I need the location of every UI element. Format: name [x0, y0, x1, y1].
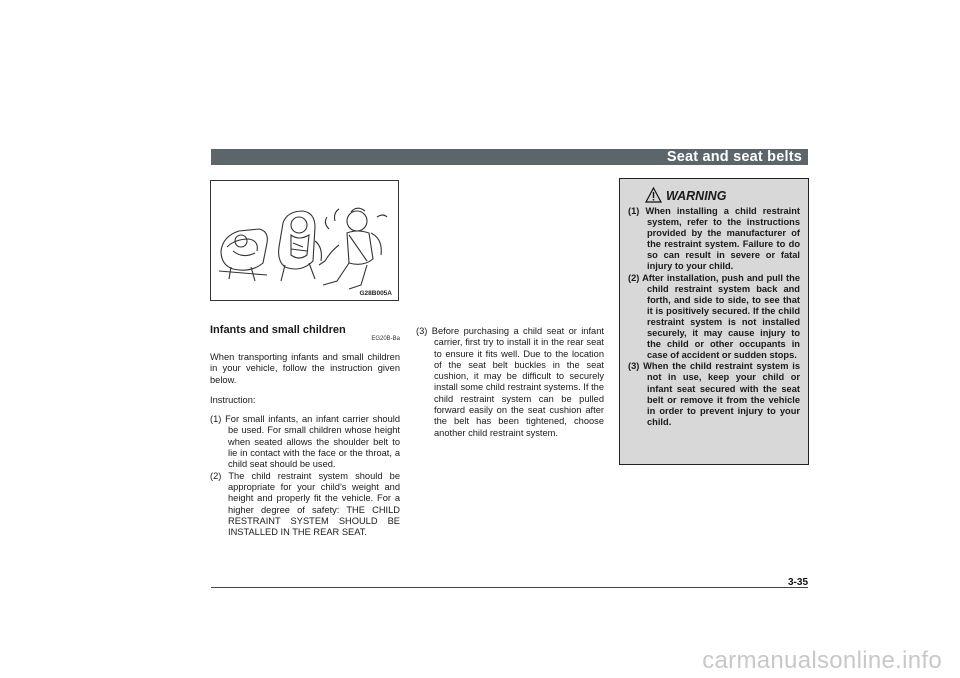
- instruction-list-continued: [416, 326, 604, 439]
- warning-header: [646, 187, 800, 206]
- header-bar: [211, 149, 808, 165]
- instruction-item-3: (3) Before purchasing a child seat or infant carrier, first try to install it in the rear seat to ensure it fits well. Due to the location of the seat belt buckles in the seat cushion, it may be difficult to securely install some child restraint systems. If the child restraint system can be pulled forward easily on the seat cushion after the belt has been tightened, choose another child restraint system.: [416, 326, 604, 438]
- watermark: carmanualsonline.info: [702, 647, 942, 674]
- warning-box: [619, 178, 809, 465]
- warning-item-2: (2) After installation, push and pull the child restraint system back and forth, and side to side, to see that it is positively secured. If the child restraint system is not installed securely, it may cause injury to the child or other occupants in case of accident or sudden stops.: [628, 272, 800, 361]
- section-title: Infants and small children: [210, 324, 346, 336]
- warning-item-1: (1) When installing a child restraint system, refer to the instructions provided by the manufacturer of the restraint system. Failure to do so can result in severe or fatal injury to your child.: [628, 206, 800, 272]
- instruction-item-1: (1) For small infants, an infant carrier should be used. For small children whose height when seated allows the shoulder belt to lie in contact with the face or the throat, a child seat should be used.: [210, 414, 400, 470]
- warning-item-3: (3) When the child restraint system is not in use, keep your child or infant seat secured with the seat belt or remove it from the vehicle in order to prevent injury to your child.: [628, 361, 800, 427]
- child-seats-drawing: [211, 181, 398, 300]
- child-seats-illustration: [210, 180, 399, 301]
- intro-paragraph: When transporting infants and small children in your vehicle, follow the instruction given below.: [210, 352, 400, 385]
- warning-title: WARNING: [666, 189, 727, 203]
- middle-column: [416, 326, 604, 439]
- instruction-label: Instruction:: [210, 394, 256, 405]
- instruction-list: [210, 414, 400, 538]
- warning-triangle-icon: [645, 187, 662, 208]
- instruction-item-2: (2) The child restraint system should be appropriate for your child’s weight and height and properly fit the vehicle. For a higher degree of safety: THE CHILD RESTRAINT SYSTEM SHOULD BE INSTALLED IN THE REAR SEAT.: [210, 470, 400, 538]
- figure-code: G28B005A: [359, 290, 392, 297]
- footer-rule: [211, 587, 808, 588]
- warning-list: [628, 206, 800, 428]
- section-header-title: Seat and seat belts: [666, 149, 802, 165]
- section-code: EG20B-Ba: [371, 336, 400, 342]
- page-number: 3-35: [787, 577, 808, 588]
- left-column: [210, 324, 400, 538]
